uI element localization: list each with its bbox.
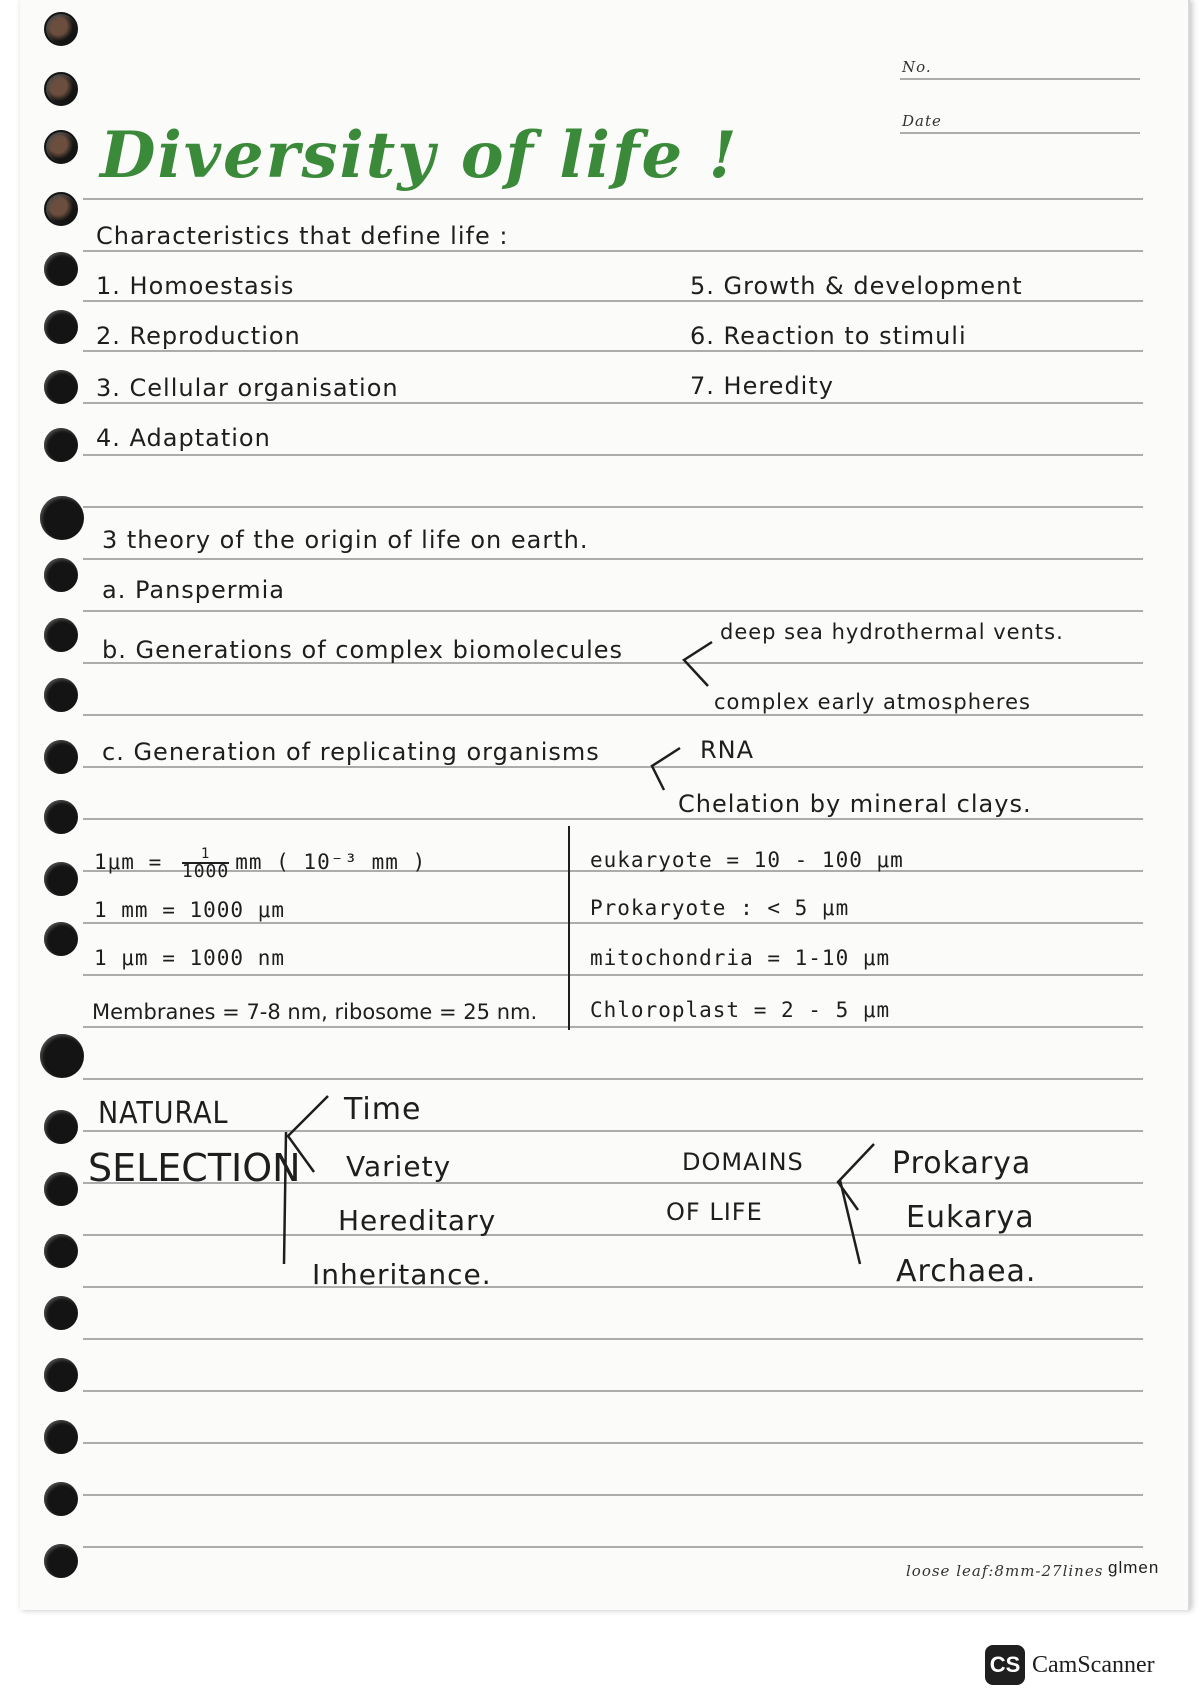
binder-hole [44,740,78,774]
fraction: 1 1000 [181,846,230,882]
size-row: eukaryote = 10 - 100 μm [590,848,904,872]
binder-hole [44,1544,78,1578]
binder-hole [44,1482,78,1516]
unit-row: 1 mm = 1000 μm [94,898,286,922]
ruled-line [83,1390,1143,1392]
domain-item: Archaea. [896,1254,1037,1289]
binder-hole [44,1110,78,1144]
size-row: Prokaryote : < 5 μm [590,896,850,920]
ruled-line [83,1442,1143,1444]
ruled-line [83,454,1143,456]
no-label: No. [902,58,932,76]
ruled-line [83,766,1143,768]
ruled-line [83,402,1143,404]
origin-theory-c: c. Generation of replicating organisms [102,738,600,766]
binder-hole [44,370,78,404]
characteristic-item: 1. Homoestasis [96,272,295,300]
ruled-line [83,1078,1143,1080]
natural-selection-label: SELECTION [88,1146,301,1190]
ruled-line [900,78,1140,80]
binder-hole [44,1172,78,1206]
characteristic-item: 6. Reaction to stimuli [690,322,967,350]
origin-b-branch: complex early atmospheres [714,690,1031,714]
branch-arrow-icon [646,744,686,794]
binder-hole [44,618,78,652]
ruled-line [83,922,1143,924]
size-row: mitochondria = 1-10 μm [590,946,891,970]
unit-row: Membranes = 7-8 nm, ribosome = 25 nm. [92,1000,538,1024]
binder-hole [44,192,78,226]
ruled-line [83,1494,1143,1496]
binder-hole [40,496,84,540]
table-divider [568,826,570,1030]
ruled-line [83,1546,1143,1548]
selection-factor: Time [344,1092,422,1127]
selection-factor: Variety [346,1150,452,1183]
selection-factor: Hereditary [338,1204,497,1237]
size-row: Chloroplast = 2 - 5 μm [590,998,891,1022]
branch-arrow-icon [280,1092,350,1272]
ruled-line [83,350,1143,352]
binder-hole [44,310,78,344]
origin-heading: 3 theory of the origin of life on earth. [102,526,589,554]
ruled-line [83,1130,1143,1132]
binder-hole [44,12,78,46]
characteristics-heading: Characteristics that define life : [96,222,509,250]
binder-hole [40,1034,84,1078]
origin-theory-a: a. Panspermia [102,576,285,604]
binder-hole [44,862,78,896]
ruled-line [83,198,1143,200]
binder-hole [44,130,78,164]
origin-b-branch: deep sea hydrothermal vents. [720,620,1064,644]
ruled-line [900,132,1140,134]
selection-factor: Inheritance. [312,1258,492,1291]
branch-arrow-icon [678,636,718,690]
characteristic-item: 2. Reproduction [96,322,301,350]
binder-hole [44,252,78,286]
ruled-line [83,818,1143,820]
camscanner-wordmark: CamScanner [1032,1652,1155,1678]
binder-hole [44,72,78,106]
domains-label: OF LIFE [666,1198,763,1226]
ruled-line [83,974,1143,976]
page-title: Diversity of life ! [100,118,739,193]
binder-hole [44,1234,78,1268]
binder-hole [44,922,78,956]
characteristic-item: 7. Heredity [690,372,834,400]
paper-note: loose leaf:8mm-27lines [906,1562,1104,1580]
ruled-line [83,610,1143,612]
unit-row: 1 μm = 1000 nm [94,946,286,970]
origin-c-branch: Chelation by mineral clays. [678,790,1032,818]
binder-hole [44,1296,78,1330]
camscanner-logo: CS [985,1645,1025,1685]
ruled-line [83,300,1143,302]
domain-item: Prokarya [892,1146,1032,1181]
domains-label: DOMAINS [682,1148,804,1176]
domain-item: Eukarya [906,1200,1035,1235]
ruled-line [83,714,1143,716]
binder-hole [44,1420,78,1454]
characteristic-item: 3. Cellular organisation [96,374,399,402]
branch-arrow-icon [830,1140,890,1270]
characteristic-item: 5. Growth & development [690,272,1023,300]
ruled-line [83,1338,1143,1340]
binder-hole [44,428,78,462]
ruled-line [83,1026,1143,1028]
unit-row: 1μm = 1 1000 mm ( 10⁻³ mm ) [94,846,427,882]
natural-selection-label: NATURAL [98,1096,229,1131]
paper-brand: glmen [1108,1558,1160,1577]
ruled-line [83,558,1143,560]
origin-c-branch: RNA [700,736,755,764]
characteristic-item: 4. Adaptation [96,424,271,452]
origin-theory-b: b. Generations of complex biomolecules [102,636,624,664]
binder-hole [44,558,78,592]
date-label: Date [902,112,942,130]
binder-hole [44,678,78,712]
binder-hole [44,800,78,834]
ruled-line [83,506,1143,508]
binder-hole [44,1358,78,1392]
ruled-line [83,250,1143,252]
